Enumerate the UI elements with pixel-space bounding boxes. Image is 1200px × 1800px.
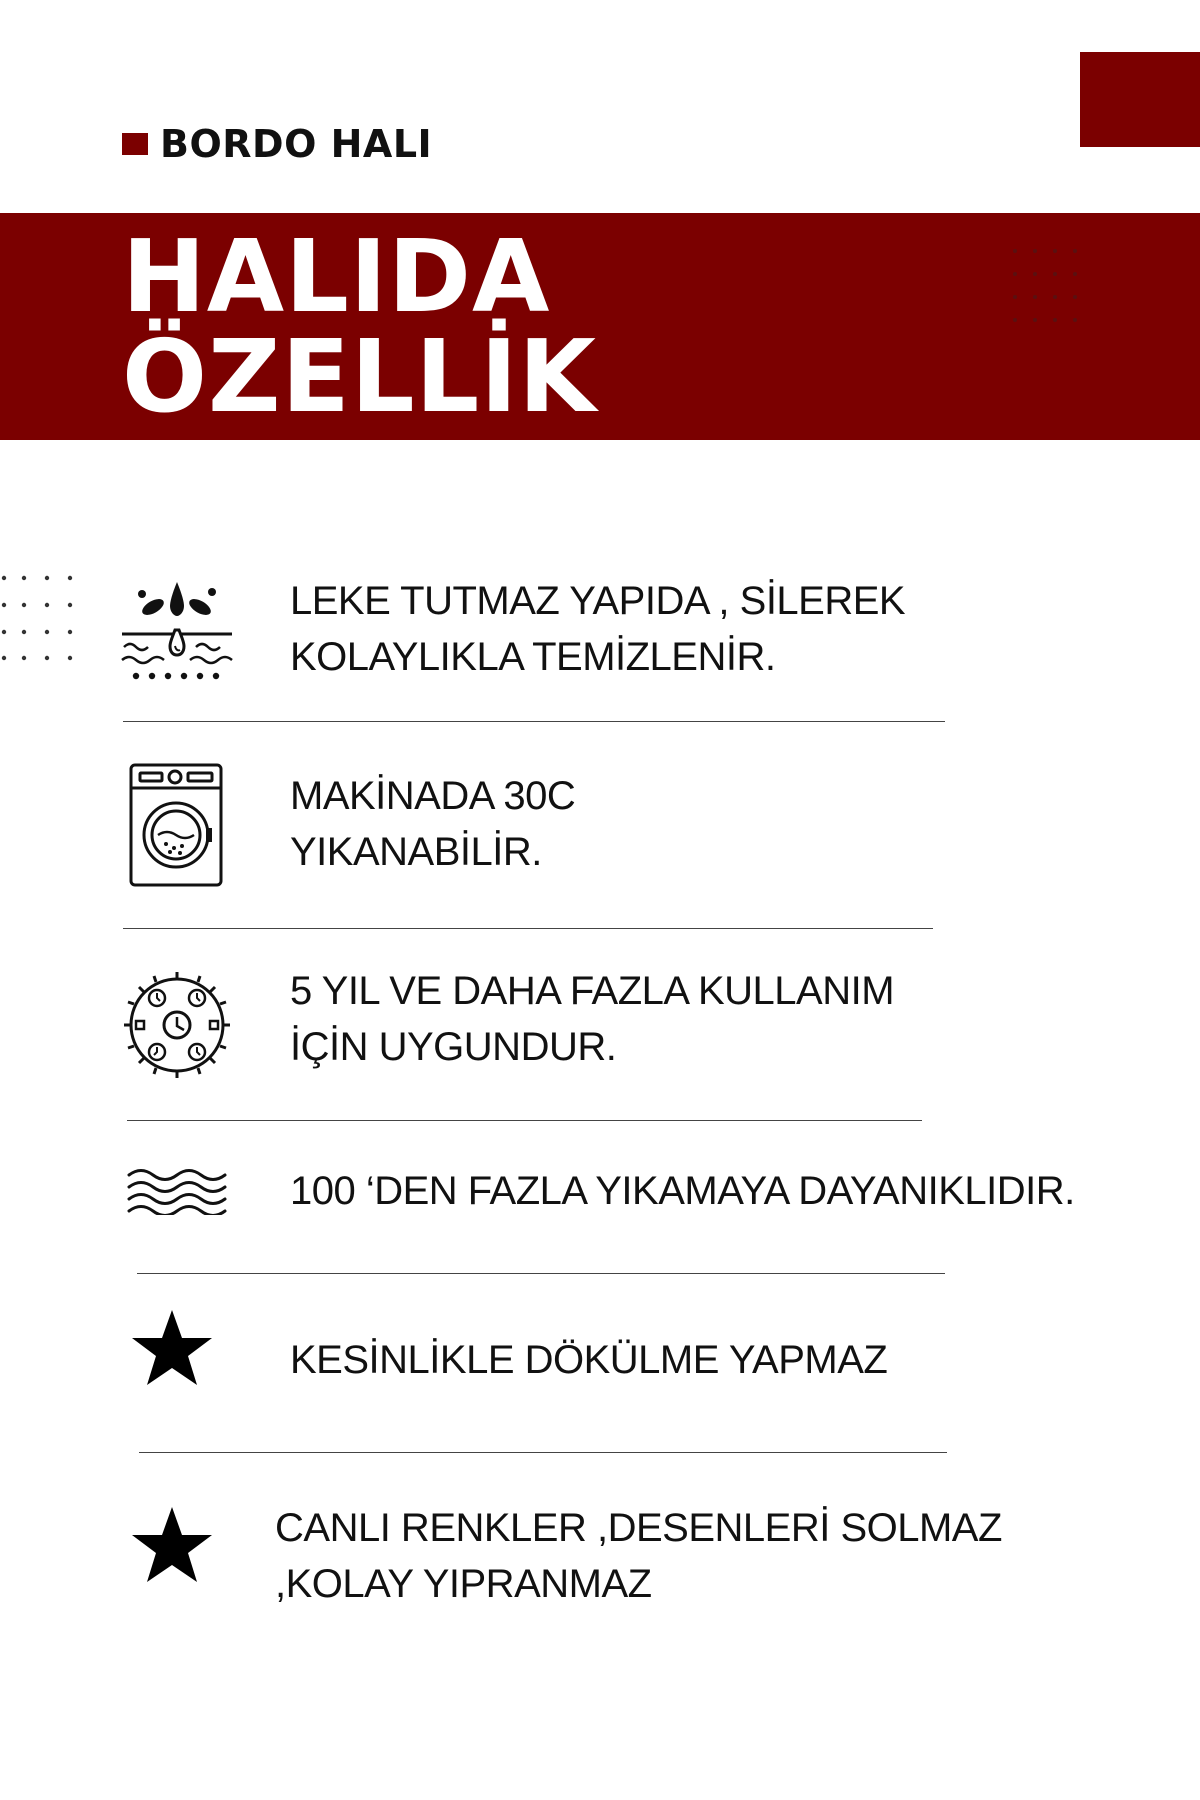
banner-title-line-2: ÖZELLİK	[122, 318, 597, 435]
feature-text-1: LEKE TUTMAZ YAPIDA , SİLEREK KOLAYLIKLA TEMİZLENİR.	[290, 579, 906, 679]
feature-text-3: 5 YIL VE DAHA FAZLA KULLANIM İÇİN UYGUNDUR.	[290, 969, 895, 1069]
feature-text-6: CANLI RENKLER ,DESENLERİ SOLMAZ ,KOLAY YIPRANMAZ	[275, 1506, 1002, 1606]
title-banner	[0, 213, 1200, 440]
feature-text-5: KESİNLİKLE DÖKÜLME YAPMAZ	[290, 1338, 888, 1382]
brand-square-icon	[122, 133, 148, 155]
banner-title	[122, 218, 597, 435]
divider	[139, 1452, 947, 1453]
divider	[123, 721, 945, 722]
corner-accent-square	[1080, 52, 1200, 147]
feature-text-4: 100 ‘DEN FAZLA YIKAMAYA DAYANIKLIDIR.	[290, 1169, 1075, 1213]
waves-icon	[127, 1167, 227, 1215]
dot-grid-icon	[0, 570, 80, 670]
feature-text-2: MAKİNADA 30C YIKANABİLİR.	[290, 774, 576, 874]
stain-resistant-icon	[120, 572, 235, 684]
brand-label: BORDO HALI	[160, 122, 433, 166]
star-icon	[130, 1308, 214, 1388]
divider	[127, 1120, 922, 1121]
washing-machine-icon	[128, 762, 224, 888]
divider	[123, 928, 933, 929]
banner-title-line-1: HALIDA	[122, 218, 551, 335]
brand	[122, 122, 432, 166]
clock-durability-icon	[122, 970, 232, 1080]
divider	[137, 1273, 945, 1274]
star-icon	[130, 1505, 214, 1585]
dot-grid-icon	[1010, 246, 1090, 336]
